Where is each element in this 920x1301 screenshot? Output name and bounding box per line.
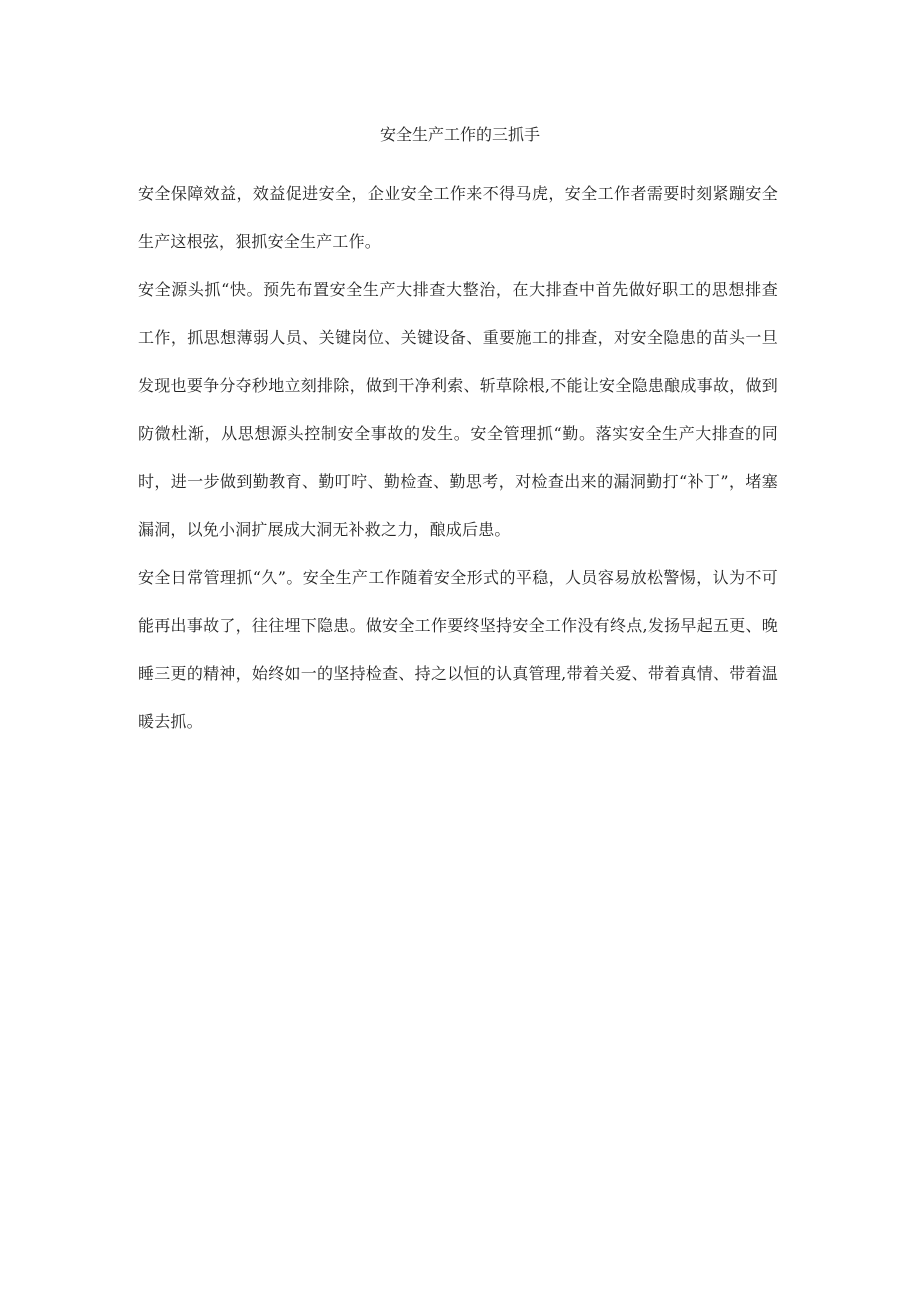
paragraph-3: 安全日常管理抓“久”。安全生产工作随着安全形式的平稳，人员容易放松警惕，认为不可能再出事故了，往往埋下隐患。做安全工作要终坚持安全工作没有终点,发扬早起五更、晚睡三更的精神，始终如一的坚持检查、持之以恒的认真管理,带着关爱、带着真情、带着温暖去抓。 bbox=[138, 568, 778, 731]
document-title: 安全生产工作的三抓手 bbox=[379, 125, 540, 144]
paragraph-2: 安全源头抓“快。预先布置安全生产大排查大整治，在大排查中首先做好职工的思想排查工作，抓思想薄弱人员、关键岗位、关键设备、重要施工的排查，对安全隐患的苗头一旦发现也要争分夺秒地立刻排除，做到干净利索、斩草除根,不能让安全隐患酿成事故，做到防微杜渐，从思想源头控制安全事故的发生。安全管理抓“勤。落实安全生产大排查的同时，进一步做到勤教育、勤叮咛、勤检查、勤思考，对检查出来的漏洞勤打“补丁”，堵塞漏洞，以免小洞扩展成大洞无补救之力，酿成后患。 bbox=[138, 280, 778, 539]
paragraph-1: 安全保障效益，效益促进安全，企业安全工作来不得马虎，安全工作者需要时刻紧蹦安全生产这根弦，狠抓安全生产工作。 bbox=[138, 184, 778, 251]
document-body bbox=[138, 170, 778, 746]
